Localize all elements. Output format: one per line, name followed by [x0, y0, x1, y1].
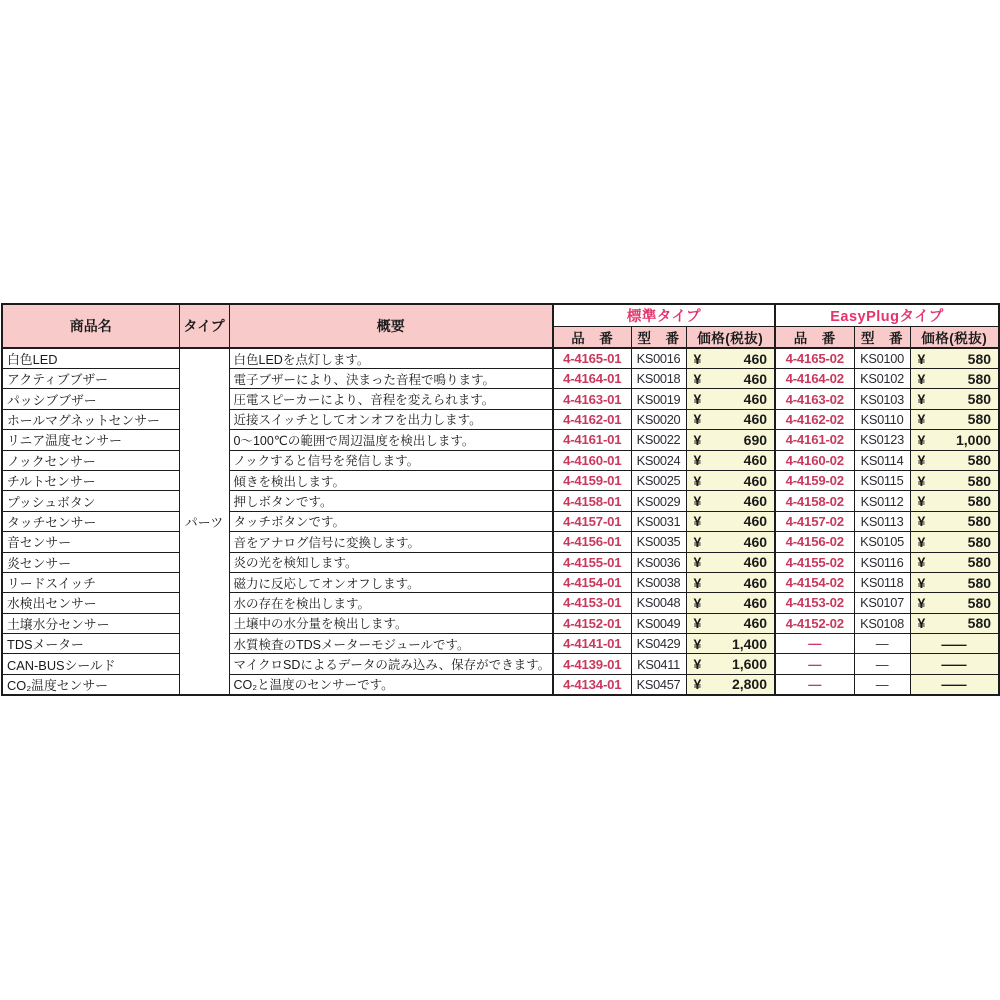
price-value: 2,800: [731, 676, 768, 693]
yen-symbol: ¥: [693, 472, 702, 489]
ep-model-no-cell: ―: [854, 654, 910, 674]
price-value: 460: [743, 350, 768, 367]
std-part-no-cell: 4-4160-01: [553, 450, 631, 470]
yen-symbol: ¥: [693, 594, 702, 611]
std-price-cell: [686, 572, 775, 592]
std-model-no-cell: KS0022: [631, 430, 686, 450]
ep-model-no-cell: ―: [854, 634, 910, 654]
std-model-no-cell: KS0020: [631, 409, 686, 429]
product-name-cell: タッチセンサー: [2, 511, 179, 531]
table-row: [2, 674, 999, 695]
std-price-cell: [686, 654, 775, 674]
table-row: [2, 430, 999, 450]
product-name-cell: リードスイッチ: [2, 572, 179, 592]
yen-symbol: ¥: [693, 493, 702, 510]
yen-symbol: ¥: [917, 533, 926, 550]
price-value: 460: [743, 574, 768, 591]
table-row: [2, 593, 999, 613]
price-value: 1,000: [955, 431, 992, 448]
ep-price-cell: [910, 593, 999, 613]
table-row: [2, 532, 999, 552]
overview-cell: 押しボタンです。: [229, 491, 553, 511]
product-name-cell: 炎センサー: [2, 552, 179, 572]
col-header-product-name: 商品名: [2, 304, 179, 348]
std-model-no-cell: KS0038: [631, 572, 686, 592]
ep-price-cell: [910, 572, 999, 592]
col-header-std-part-no: 品 番: [553, 327, 631, 349]
price-value: 460: [743, 554, 768, 571]
yen-symbol: ¥: [917, 513, 926, 530]
product-name-cell: TDSメーター: [2, 634, 179, 654]
yen-symbol: ¥: [693, 615, 702, 632]
overview-cell: 傾きを検出します。: [229, 470, 553, 490]
price-value: 580: [967, 513, 992, 530]
std-model-no-cell: KS0429: [631, 634, 686, 654]
price-value: 580: [967, 391, 992, 408]
price-value: 580: [967, 554, 992, 571]
std-price-cell: [686, 511, 775, 531]
std-model-no-cell: KS0018: [631, 369, 686, 389]
ep-price-cell: [910, 389, 999, 409]
std-part-no-cell: 4-4134-01: [553, 674, 631, 695]
ep-model-no-cell: KS0112: [854, 491, 910, 511]
price-value: 580: [967, 594, 992, 611]
price-value: 690: [743, 431, 768, 448]
std-model-no-cell: KS0049: [631, 613, 686, 633]
std-part-no-cell: 4-4141-01: [553, 634, 631, 654]
overview-cell: CO₂と温度のセンサーです。: [229, 674, 553, 695]
ep-part-no-cell: 4-4157-02: [775, 511, 854, 531]
ep-part-no-cell: 4-4161-02: [775, 430, 854, 450]
group-header-easyplug-type: EasyPlugタイプ: [775, 304, 999, 327]
overview-cell: 水質検査のTDSメーターモジュールです。: [229, 634, 553, 654]
std-part-no-cell: 4-4158-01: [553, 491, 631, 511]
std-part-no-cell: 4-4162-01: [553, 409, 631, 429]
table-row: [2, 491, 999, 511]
ep-part-no-cell: 4-4163-02: [775, 389, 854, 409]
ep-model-no-cell: KS0105: [854, 532, 910, 552]
yen-symbol: ¥: [917, 370, 926, 387]
yen-symbol: ¥: [917, 391, 926, 408]
yen-symbol: ¥: [917, 431, 926, 448]
std-price-cell: [686, 430, 775, 450]
std-part-no-cell: 4-4157-01: [553, 511, 631, 531]
product-name-cell: ホールマグネットセンサー: [2, 409, 179, 429]
ep-model-no-cell: ―: [854, 674, 910, 695]
ep-part-no-cell: 4-4158-02: [775, 491, 854, 511]
product-name-cell: プッシュボタン: [2, 491, 179, 511]
std-part-no-cell: 4-4165-01: [553, 348, 631, 369]
table-row: [2, 654, 999, 674]
yen-symbol: ¥: [693, 533, 702, 550]
std-model-no-cell: KS0457: [631, 674, 686, 695]
yen-symbol: ¥: [917, 350, 926, 367]
overview-cell: 電子ブザーにより、決まった音程で鳴ります。: [229, 369, 553, 389]
ep-model-no-cell: KS0115: [854, 470, 910, 490]
no-item-dash: ―: [941, 676, 967, 693]
table-row: [2, 470, 999, 490]
ep-model-no-cell: KS0114: [854, 450, 910, 470]
ep-part-no-cell: ―: [775, 674, 854, 695]
std-part-no-cell: 4-4153-01: [553, 593, 631, 613]
product-name-cell: チルトセンサー: [2, 470, 179, 490]
std-price-cell: [686, 409, 775, 429]
no-item-dash: ―: [941, 656, 967, 673]
ep-model-no-cell: KS0103: [854, 389, 910, 409]
std-price-cell: [686, 450, 775, 470]
price-value: 580: [967, 452, 992, 469]
table-row: [2, 552, 999, 572]
col-header-ep-part-no: 品 番: [775, 327, 854, 349]
price-value: 1,600: [731, 656, 768, 673]
product-name-cell: 水検出センサー: [2, 593, 179, 613]
std-model-no-cell: KS0035: [631, 532, 686, 552]
price-value: 460: [743, 411, 768, 428]
std-part-no-cell: 4-4164-01: [553, 369, 631, 389]
std-part-no-cell: 4-4163-01: [553, 389, 631, 409]
yen-symbol: ¥: [917, 452, 926, 469]
price-value: 460: [743, 533, 768, 550]
price-value: 460: [743, 513, 768, 530]
ep-model-no-cell: KS0123: [854, 430, 910, 450]
price-value: 580: [967, 493, 992, 510]
ep-part-no-cell: 4-4155-02: [775, 552, 854, 572]
overview-cell: 近接スイッチとしてオンオフを出力します。: [229, 409, 553, 429]
price-value: 580: [967, 411, 992, 428]
std-part-no-cell: 4-4159-01: [553, 470, 631, 490]
overview-cell: 白色LEDを点灯します。: [229, 348, 553, 369]
overview-cell: 磁力に反応してオンオフします。: [229, 572, 553, 592]
std-part-no-cell: 4-4155-01: [553, 552, 631, 572]
price-value: 580: [967, 350, 992, 367]
col-header-std-model-no: 型 番: [631, 327, 686, 349]
yen-symbol: ¥: [693, 452, 702, 469]
price-value: 460: [743, 594, 768, 611]
std-model-no-cell: KS0016: [631, 348, 686, 369]
yen-symbol: ¥: [693, 676, 702, 693]
std-price-cell: [686, 674, 775, 695]
price-value: 580: [967, 574, 992, 591]
ep-model-no-cell: KS0118: [854, 572, 910, 592]
std-price-cell: [686, 491, 775, 511]
header-row-groups: [2, 304, 999, 327]
overview-cell: 音をアナログ信号に変換します。: [229, 532, 553, 552]
ep-price-cell: [910, 409, 999, 429]
std-model-no-cell: KS0411: [631, 654, 686, 674]
product-name-cell: アクティブブザー: [2, 369, 179, 389]
product-name-cell: 音センサー: [2, 532, 179, 552]
price-value: 580: [967, 370, 992, 387]
price-value: 460: [743, 493, 768, 510]
ep-price-cell: [910, 674, 999, 695]
std-part-no-cell: 4-4156-01: [553, 532, 631, 552]
ep-part-no-cell: ―: [775, 634, 854, 654]
price-value: 460: [743, 391, 768, 408]
overview-cell: 土壌中の水分量を検出します。: [229, 613, 553, 633]
std-part-no-cell: 4-4154-01: [553, 572, 631, 592]
yen-symbol: ¥: [917, 472, 926, 489]
ep-part-no-cell: 4-4156-02: [775, 532, 854, 552]
ep-price-cell: [910, 634, 999, 654]
yen-symbol: ¥: [693, 635, 702, 652]
ep-part-no-cell: 4-4154-02: [775, 572, 854, 592]
std-model-no-cell: KS0036: [631, 552, 686, 572]
yen-symbol: ¥: [917, 554, 926, 571]
ep-price-cell: [910, 348, 999, 369]
price-value: 580: [967, 472, 992, 489]
price-value: 460: [743, 452, 768, 469]
col-header-ep-model-no: 型 番: [854, 327, 910, 349]
table-row: [2, 348, 999, 369]
overview-cell: 0～100℃の範囲で周辺温度を検出します。: [229, 430, 553, 450]
ep-part-no-cell: 4-4165-02: [775, 348, 854, 369]
product-name-cell: CO₂温度センサー: [2, 674, 179, 695]
table-row: [2, 450, 999, 470]
ep-model-no-cell: KS0100: [854, 348, 910, 369]
yen-symbol: ¥: [693, 350, 702, 367]
price-value: 580: [967, 615, 992, 632]
table-body: [2, 348, 999, 695]
col-header-std-price: 価格(税抜): [686, 327, 775, 349]
std-model-no-cell: KS0024: [631, 450, 686, 470]
std-price-cell: [686, 634, 775, 654]
std-price-cell: [686, 348, 775, 369]
product-name-cell: 土壌水分センサー: [2, 613, 179, 633]
col-header-ep-price: 価格(税抜): [910, 327, 999, 349]
table-row: [2, 389, 999, 409]
ep-price-cell: [910, 369, 999, 389]
ep-part-no-cell: 4-4164-02: [775, 369, 854, 389]
ep-part-no-cell: 4-4160-02: [775, 450, 854, 470]
ep-part-no-cell: 4-4162-02: [775, 409, 854, 429]
ep-model-no-cell: KS0110: [854, 409, 910, 429]
price-value: 460: [743, 472, 768, 489]
product-name-cell: CAN-BUSシールド: [2, 654, 179, 674]
table-row: [2, 613, 999, 633]
ep-price-cell: [910, 430, 999, 450]
std-model-no-cell: KS0029: [631, 491, 686, 511]
ep-price-cell: [910, 511, 999, 531]
price-value: 460: [743, 615, 768, 632]
std-part-no-cell: 4-4152-01: [553, 613, 631, 633]
ep-price-cell: [910, 613, 999, 633]
table-row: [2, 409, 999, 429]
yen-symbol: ¥: [693, 370, 702, 387]
ep-part-no-cell: 4-4159-02: [775, 470, 854, 490]
product-name-cell: 白色LED: [2, 348, 179, 369]
table-row: [2, 634, 999, 654]
table-row: [2, 369, 999, 389]
overview-cell: タッチボタンです。: [229, 511, 553, 531]
col-header-overview: 概要: [229, 304, 553, 348]
std-price-cell: [686, 389, 775, 409]
table-row: [2, 511, 999, 531]
std-price-cell: [686, 593, 775, 613]
yen-symbol: ¥: [917, 594, 926, 611]
ep-price-cell: [910, 470, 999, 490]
std-part-no-cell: 4-4139-01: [553, 654, 631, 674]
group-header-standard-type: 標準タイプ: [553, 304, 775, 327]
std-part-no-cell: 4-4161-01: [553, 430, 631, 450]
overview-cell: 炎の光を検知します。: [229, 552, 553, 572]
ep-price-cell: [910, 450, 999, 470]
yen-symbol: ¥: [693, 411, 702, 428]
yen-symbol: ¥: [693, 431, 702, 448]
yen-symbol: ¥: [693, 554, 702, 571]
overview-cell: 圧電スピーカーにより、音程を変えられます。: [229, 389, 553, 409]
ep-price-cell: [910, 654, 999, 674]
product-name-cell: リニア温度センサー: [2, 430, 179, 450]
overview-cell: マイクロSDによるデータの読み込み、保存ができます。: [229, 654, 553, 674]
yen-symbol: ¥: [693, 513, 702, 530]
ep-part-no-cell: 4-4152-02: [775, 613, 854, 633]
product-name-cell: パッシブブザー: [2, 389, 179, 409]
overview-cell: 水の存在を検出します。: [229, 593, 553, 613]
std-model-no-cell: KS0031: [631, 511, 686, 531]
std-model-no-cell: KS0019: [631, 389, 686, 409]
ep-price-cell: [910, 552, 999, 572]
std-price-cell: [686, 470, 775, 490]
std-price-cell: [686, 369, 775, 389]
price-value: 580: [967, 533, 992, 550]
yen-symbol: ¥: [693, 391, 702, 408]
col-header-type: タイプ: [179, 304, 229, 348]
price-value: 1,400: [731, 635, 768, 652]
yen-symbol: ¥: [917, 411, 926, 428]
overview-cell: ノックすると信号を発信します。: [229, 450, 553, 470]
yen-symbol: ¥: [917, 493, 926, 510]
ep-part-no-cell: ―: [775, 654, 854, 674]
std-price-cell: [686, 532, 775, 552]
ep-model-no-cell: KS0102: [854, 369, 910, 389]
type-group-cell: パーツ: [179, 348, 229, 695]
ep-model-no-cell: KS0107: [854, 593, 910, 613]
product-name-cell: ノックセンサー: [2, 450, 179, 470]
ep-model-no-cell: KS0116: [854, 552, 910, 572]
std-model-no-cell: KS0025: [631, 470, 686, 490]
std-price-cell: [686, 552, 775, 572]
yen-symbol: ¥: [693, 656, 702, 673]
no-item-dash: ―: [941, 635, 967, 652]
table-row: [2, 572, 999, 592]
ep-price-cell: [910, 532, 999, 552]
ep-part-no-cell: 4-4153-02: [775, 593, 854, 613]
ep-model-no-cell: KS0108: [854, 613, 910, 633]
ep-price-cell: [910, 491, 999, 511]
yen-symbol: ¥: [917, 615, 926, 632]
std-price-cell: [686, 613, 775, 633]
table-header: [2, 304, 999, 348]
yen-symbol: ¥: [693, 574, 702, 591]
ep-model-no-cell: KS0113: [854, 511, 910, 531]
product-price-table: [1, 303, 1000, 696]
price-value: 460: [743, 370, 768, 387]
std-model-no-cell: KS0048: [631, 593, 686, 613]
yen-symbol: ¥: [917, 574, 926, 591]
